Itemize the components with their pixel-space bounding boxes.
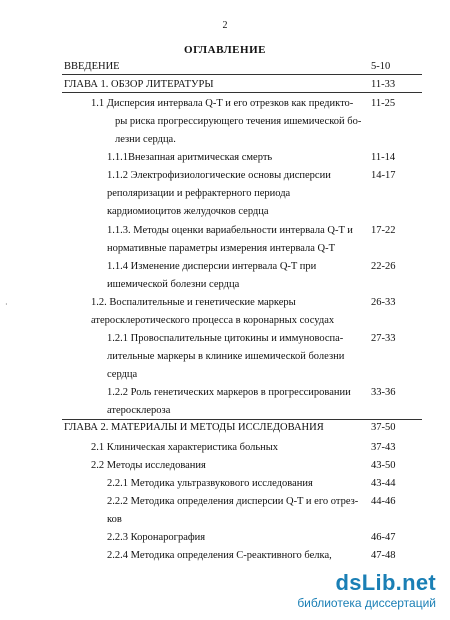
toc-entry-1-2-line-2: атеросклеротического процесса в коронарных сосудах <box>91 315 335 326</box>
toc-pages-1-1-1: 11-14 <box>371 152 396 163</box>
toc-pages-1-1-4: 22-26 <box>371 261 396 272</box>
toc-entry-1-1-4-line-1: 1.1.4 Изменение дисперсии интервала Q-T при <box>107 261 317 272</box>
toc-entry-1-2-2-line-2: атеросклероза <box>107 405 171 416</box>
toc-entry-introduction: ВВЕДЕНИЕ <box>64 61 120 72</box>
toc-pages-chapter-1: 11-33 <box>371 79 396 90</box>
toc-pages-1-1-3: 17-22 <box>371 225 396 236</box>
toc-entry-1-1-2-line-2: реполяризации и рефрактерного периода <box>107 188 291 199</box>
toc-entry-1-1-line-3: лезни сердца. <box>115 134 176 145</box>
toc-entry-2-2-1: 2.2.1 Методика ультразвукового исследования <box>107 478 313 489</box>
toc-entry-2-2-3: 2.2.3 Коронарография <box>107 532 206 543</box>
toc-pages-2-2: 43-50 <box>371 460 396 471</box>
toc-entry-2-2-2-line-1: 2.2.2 Методика определения дисперсии Q-T и его отрез- <box>107 496 359 507</box>
toc-entry-1-1-line-2: ры риска прогрессирующего течения ишемической бо- <box>115 116 362 127</box>
toc-pages-2-2-2: 44-46 <box>371 496 396 507</box>
toc-entry-1-2-1-line-1: 1.2.1 Провоспалительные цитокины и иммуновоспа- <box>107 333 344 344</box>
watermark <box>297 570 436 610</box>
toc-pages-2-2-3: 46-47 <box>371 532 396 543</box>
toc-pages-1-2-1: 27-33 <box>371 333 396 344</box>
toc-entry-1-1-1: 1.1.1Внезапная аритмическая смерть <box>107 152 273 163</box>
toc-entry-1-2-line-1: 1.2. Воспалительные и генетические маркеры <box>91 297 296 308</box>
toc-entry-1-1-2-line-3: кардиомиоцитов желудочков сердца <box>107 206 269 217</box>
scan-speck: · <box>5 300 8 309</box>
toc-pages-2-2-1: 43-44 <box>371 478 396 489</box>
toc-entry-2-2-4: 2.2.4 Методика определения С-реактивного белка, <box>107 550 332 561</box>
toc-pages-introduction: 5-10 <box>371 61 391 72</box>
toc-pages-chapter-2: 37-50 <box>371 422 396 433</box>
watermark-subtitle: библиотека диссертаций <box>297 596 436 610</box>
toc-entry-chapter-1: ГЛАВА 1. ОБЗОР ЛИТЕРАТУРЫ <box>64 79 214 90</box>
toc-entry-2-2: 2.2 Методы исследования <box>91 460 206 471</box>
divider-rule <box>62 419 422 420</box>
toc-entry-2-1: 2.1 Клиническая характеристика больных <box>91 442 279 453</box>
toc-title: ОГЛАВЛЕНИЕ <box>184 44 266 56</box>
watermark-brand: dsLib.net <box>335 570 436 595</box>
toc-entry-1-1-3-line-2: нормативные параметры измерения интервала Q-T <box>107 243 336 254</box>
toc-pages-2-1: 37-43 <box>371 442 396 453</box>
toc-entry-chapter-2: ГЛАВА 2. МАТЕРИАЛЫ И МЕТОДЫ ИССЛЕДОВАНИЯ <box>64 422 324 433</box>
divider-rule <box>62 74 422 75</box>
toc-entry-2-2-2-line-2: ков <box>107 514 122 525</box>
toc-pages-1-1-2: 14-17 <box>371 170 396 181</box>
toc-entry-1-2-1-line-3: сердца <box>107 369 138 380</box>
toc-entry-1-2-2-line-1: 1.2.2 Роль генетических маркеров в прогрессировании <box>107 387 351 398</box>
toc-entry-1-1-2-line-1: 1.1.2 Электрофизиологические основы дисперсии <box>107 170 331 181</box>
divider-rule <box>62 92 422 93</box>
page-number: 2 <box>222 20 228 31</box>
toc-entry-1-1-3-line-1: 1.1.3. Методы оценки вариабельности интервала Q-T и <box>107 225 353 236</box>
toc-pages-2-2-4: 47-48 <box>371 550 396 561</box>
toc-entry-1-1-4-line-2: ишемической болезни сердца <box>107 279 240 290</box>
toc-entry-1-1-line-1: 1.1 Дисперсия интервала Q-T и его отрезков как предикто- <box>91 98 354 109</box>
toc-entry-1-2-1-line-2: лительные маркеры в клинике ишемической болезни <box>107 351 345 362</box>
toc-pages-1-2: 26-33 <box>371 297 396 308</box>
toc-pages-1-1: 11-25 <box>371 98 396 109</box>
toc-pages-1-2-2: 33-36 <box>371 387 396 398</box>
